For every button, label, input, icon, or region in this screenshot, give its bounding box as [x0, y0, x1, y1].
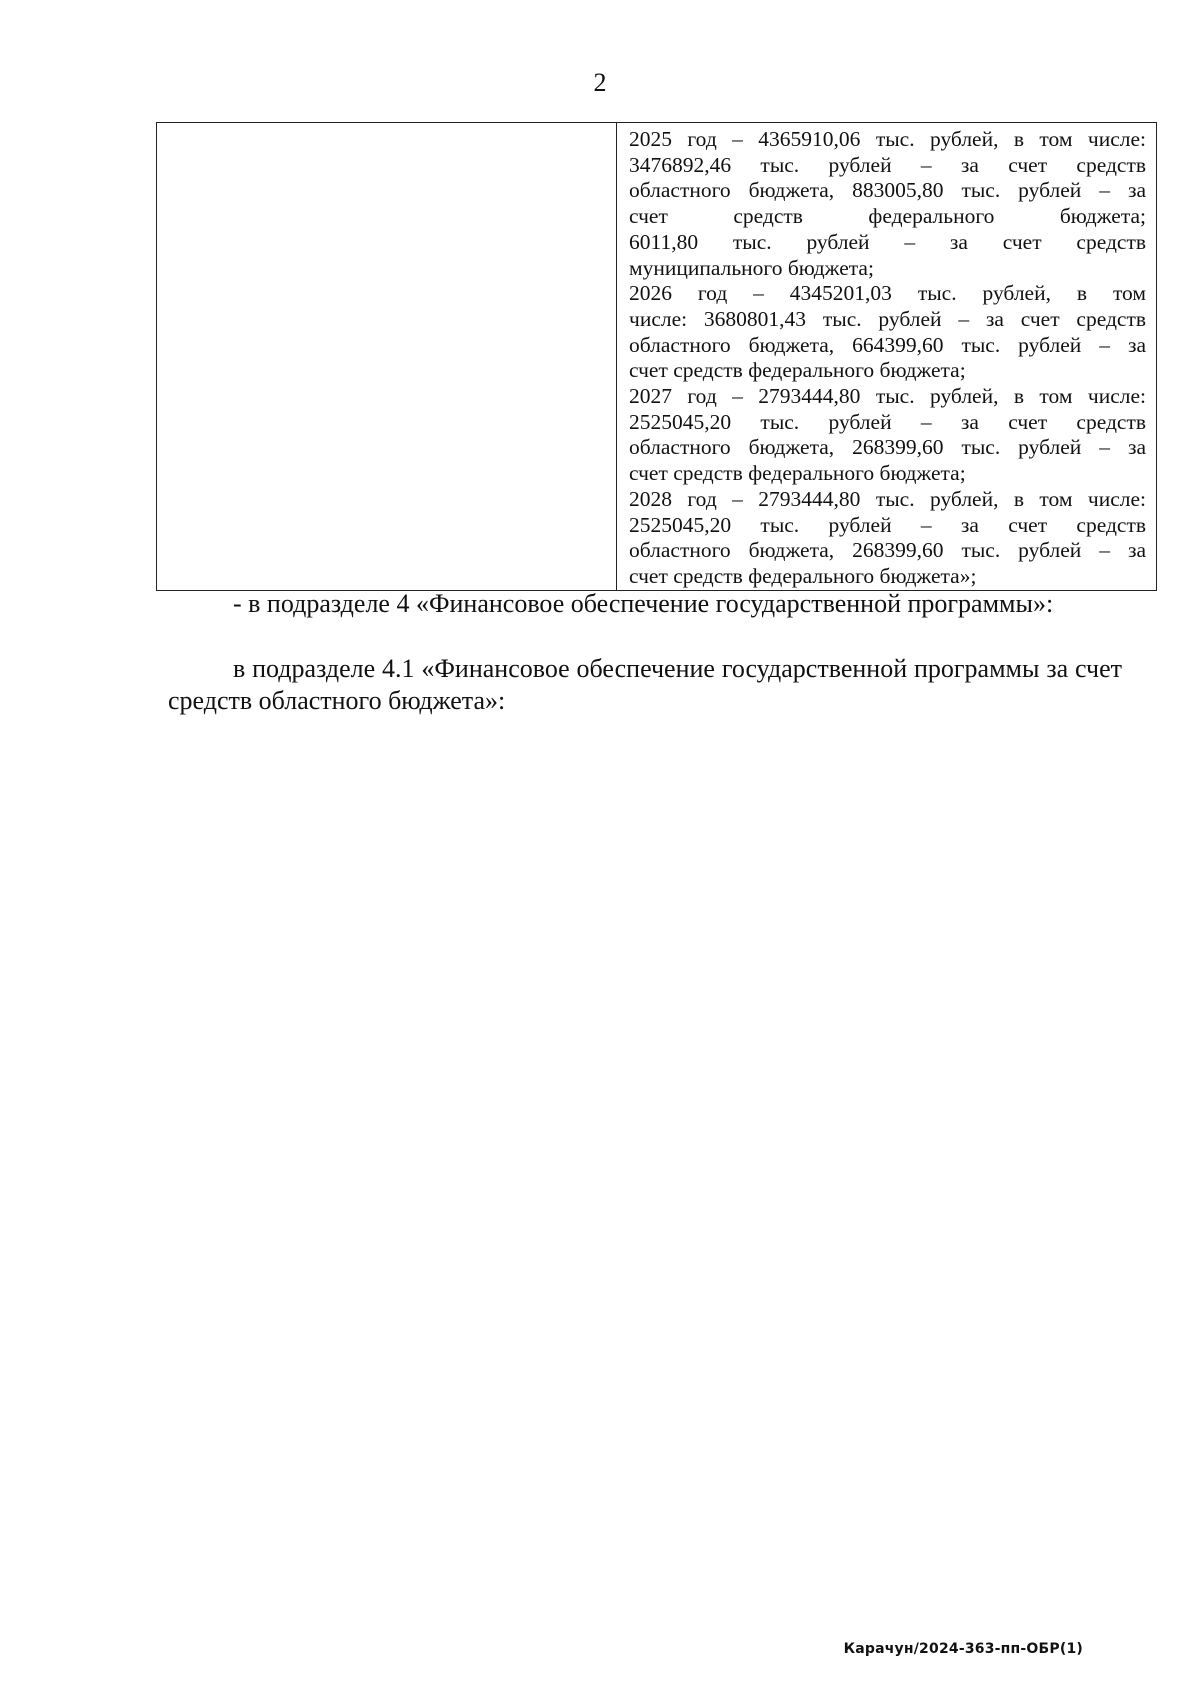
funding-line: 3476892,46 тыс. рублей – за счет средств — [629, 152, 1146, 177]
page-number: 2 — [593, 68, 607, 97]
paragraph-subsection-4: - в подразделе 4 «Финансовое обеспечение государственной программы»: — [233, 589, 1054, 618]
funding-line: числе: 3680801,43 тыс. рублей – за счет средств — [629, 306, 1146, 331]
funding-line: 2028 год – 2793444,80 тыс. рублей, в том числе: — [629, 486, 1146, 511]
funding-line: 2027 год – 2793444,80 тыс. рублей, в том числе: — [629, 384, 1146, 409]
funding-line: 2025 год – 4365910,06 тыс. рублей, в том числе: — [629, 127, 1146, 151]
funding-line: счет средств федерального бюджета; — [629, 461, 966, 486]
funding-line: областного бюджета, 883005,80 тыс. рублей – за — [629, 178, 1146, 203]
funding-line: областного бюджета, 664399,60 тыс. рублей – за — [629, 332, 1146, 357]
funding-line: 2026 год – 4345201,03 тыс. рублей, в том — [629, 281, 1146, 306]
funding-line: счет средств федерального бюджета; — [629, 204, 1146, 229]
funding-line: областного бюджета, 268399,60 тыс. рублей – за — [629, 435, 1146, 460]
funding-line: счет средств федерального бюджета; — [629, 358, 966, 383]
funding-line: счет средств федерального бюджета»; — [629, 563, 977, 588]
funding-table — [156, 122, 1157, 591]
paragraph-subsection-4-1: в подразделе 4.1 «Финансовое обеспечение государственной программы за счет средств областного бюджета»: — [168, 654, 1122, 715]
funding-line: 2525045,20 тыс. рублей – за счет средств — [629, 409, 1146, 434]
funding-line: муниципального бюджета; — [629, 255, 874, 280]
table-row — [157, 123, 1157, 591]
table-left-cell — [157, 123, 617, 591]
funding-line: 2525045,20 тыс. рублей – за счет средств — [629, 512, 1146, 537]
funding-line: 6011,80 тыс. рублей – за счет средств — [629, 229, 1146, 254]
document-code: Карачун/2024-363-пп-ОБР(1) — [843, 1641, 1083, 1657]
table-right-cell — [617, 123, 1157, 591]
funding-line: областного бюджета, 268399,60 тыс. рублей – за — [629, 538, 1146, 563]
